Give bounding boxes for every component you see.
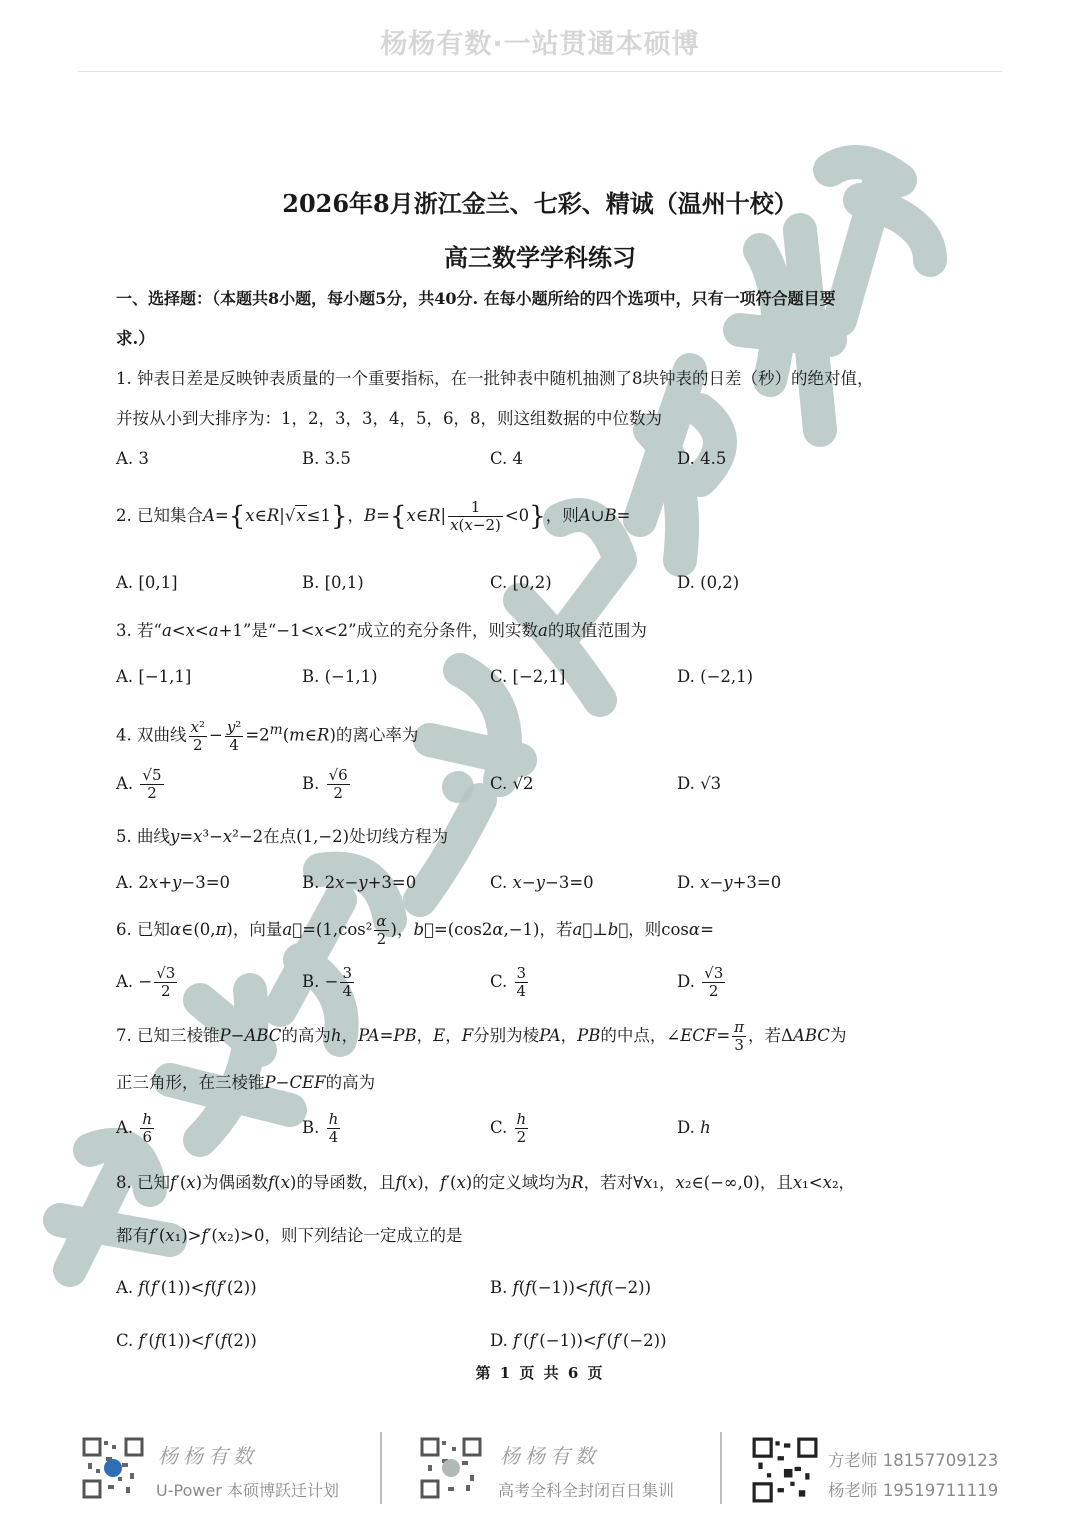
- q4-option-a: A. $\frac{√5}{2}$: [116, 766, 162, 802]
- q2-option-b: B. [0,1): [302, 573, 364, 592]
- watermark-text: 杨杨有数·数学集训营: [0, 0, 10, 1]
- q7-part3: 分别为棱: [473, 1026, 540, 1045]
- q8-part4: 的定义域均为: [472, 1173, 572, 1192]
- footer-divider-1: [380, 1432, 382, 1504]
- q3-option-c: C. [−2,1]: [490, 667, 566, 686]
- qr-code-icon: [82, 1437, 144, 1499]
- q3-mid: ”是“: [242, 621, 277, 640]
- q8-text-a: 8. 已知f′(x)为偶函数f(x)的导函数，且f(x)，f′(x)的定义域均为R，若对∀x₁，x₂∈(−∞,0)，且x₁<x₂，: [116, 1173, 856, 1192]
- q6-text: 6. 已知α∈(0,π)，向量a⃗=(1,cos² $\frac{\alpha}{2}$ )，b⃗=(cos2α,−1)，若a⃗⊥b⃗，则cosα=: [116, 912, 714, 948]
- q3-option-b: B. (−1,1): [302, 667, 378, 686]
- q5-text: 5. 曲线y=x³−x²−2在点(1,−2)处切线方程为: [116, 827, 449, 846]
- q8-part3: 的导函数，且: [296, 1173, 396, 1192]
- q4-option-b: B. $\frac{√6}{2}$: [302, 766, 348, 802]
- q7-part4: 的中点，: [600, 1026, 667, 1045]
- q6-mid: ，向量: [232, 920, 283, 939]
- q5-option-c: C. x−y−3=0: [490, 873, 594, 892]
- q7-option-d: D. h: [677, 1118, 711, 1137]
- q8-part5: ，若对: [583, 1173, 634, 1192]
- q2-option-a: A. [0,1]: [116, 573, 178, 592]
- exam-title: 2026年8月浙江金兰、七彩、精诚（温州十校）: [282, 189, 798, 218]
- q4-tail: 的离心率为: [335, 725, 419, 745]
- q2-option-d: D. (0,2): [677, 573, 740, 592]
- q1-text-a: 1. 钟表日差是反映钟表质量的一个重要指标，在一批钟表中随机抽测了8块钟表的日差（秒）的绝对值，: [116, 369, 874, 388]
- q8-part2: 为偶函数: [202, 1173, 269, 1192]
- q8-option-c: C. f′(f(1))<f′(f(2)): [116, 1331, 257, 1350]
- q8-text-b: 都有f′(x₁)>f′(x₂)>0，则下列结论一定成立的是: [116, 1226, 463, 1245]
- q1-option-a: A. 3: [116, 449, 149, 468]
- footer-plan-b: 高考全科全封闭百日集训: [498, 1481, 675, 1500]
- q7-part5: ，若: [748, 1026, 782, 1045]
- q6-option-c: C. $\frac{3}{4}$: [490, 964, 527, 1000]
- page-number: 第 1 页 共 6 页: [475, 1364, 605, 1382]
- q8-lead: 8. 已知: [116, 1173, 170, 1192]
- q7-lead: 7. 已知三棱锥: [116, 1026, 220, 1045]
- footer-brand-a: 杨杨有数: [158, 1444, 258, 1468]
- q6-end: ，则: [628, 920, 662, 939]
- q4-option-d: D. √3: [677, 774, 722, 793]
- q7-option-a: A. $\frac{h}{6}$: [116, 1110, 153, 1146]
- q2-lead: 2. 已知集合: [116, 506, 203, 525]
- header-brand: 杨杨有数·一站贯通本硕博: [380, 29, 700, 60]
- q6-tail: ，若: [539, 920, 573, 939]
- wechat-qr-icon: [752, 1437, 818, 1503]
- exam-subtitle: 高三数学学科练习: [444, 243, 636, 272]
- q3-lead: 3. 若“: [116, 621, 162, 640]
- q1-option-c: C. 4: [490, 449, 524, 468]
- q8-option-b: B. f(f(−1))<f(f(−2)): [490, 1278, 652, 1297]
- q7-text-b: 正三角形，在三棱锥P−CEF的高为: [116, 1073, 376, 1092]
- footer-divider-2: [720, 1432, 722, 1504]
- contact-yang: 杨老师 19519711119: [828, 1481, 999, 1500]
- q2-tail: ，则: [545, 506, 579, 525]
- q6-option-a: A. − $\frac{√3}{2}$: [116, 964, 176, 1000]
- q7-part6: 为: [829, 1026, 847, 1045]
- q8-part6: ，且: [759, 1173, 793, 1192]
- q3-end: 的取值范围为: [547, 621, 647, 640]
- q3-text: 3. 若“a<x<a+1”是“−1<x<2”成立的充分条件，则实数a的取值范围为: [116, 621, 647, 640]
- qr-code-icon-2: [420, 1437, 482, 1499]
- q5-lead: 5. 曲线: [116, 827, 170, 846]
- q1-option-b: B. 3.5: [302, 449, 351, 468]
- q7-text-a: 7. 已知三棱锥P−ABC的高为h，PA=PB，E，F分别为棱PA，PB的中点，∠ECF= $\frac{\pi}{3}$ ，若ΔABC为: [116, 1018, 847, 1054]
- q6-option-b: B. − $\frac{3}{4}$: [302, 964, 352, 1000]
- q6-lead: 6. 已知: [116, 920, 170, 939]
- q5-option-b: B. 2x−y+3=0: [302, 873, 417, 892]
- q8-cont: 都有: [116, 1226, 149, 1245]
- q8-cont2: ，则下列结论一定成立的是: [264, 1226, 463, 1245]
- q7-part2: 的高为: [281, 1026, 331, 1045]
- q3-tail: ”成立的充分条件，则实数: [348, 621, 539, 640]
- q3-option-a: A. [−1,1]: [116, 667, 192, 686]
- q7-cont2: 的高为: [325, 1073, 376, 1092]
- footer-plan-a: U-Power 本硕博跃迁计划: [156, 1481, 339, 1500]
- footer-brand-b: 杨杨有数: [500, 1444, 600, 1468]
- section-heading: 一、选择题：（本题共8小题，每小题5分，共40分. 在每小题所给的四个选项中，只有一项符合题目要: [116, 289, 836, 308]
- q5-mid: 在点(1,−2)处切线方程为: [263, 827, 449, 846]
- q4-text: 4. 双曲线 $\frac{\text{x²}}{2}$ − $\frac{\text{y²}}{4}$ $=2^m(m\in R)$的离心率为: [116, 717, 419, 754]
- contact-fang: 方老师 18157709123: [828, 1451, 999, 1470]
- q8-option-a: A. f(f′(1))<f(f′(2)): [116, 1278, 257, 1297]
- q5-option-d: D. x−y+3=0: [677, 873, 782, 892]
- q7-option-c: C. $\frac{h}{2}$: [490, 1110, 527, 1146]
- q1-option-d: D. 4.5: [677, 449, 727, 468]
- q8-option-d: D. f′(f′(−1))<f′(f′(−2)): [490, 1331, 667, 1350]
- section-heading-cont: 求.）: [116, 329, 155, 348]
- q4-option-c: C. √2: [490, 774, 534, 793]
- header-divider: [78, 71, 1002, 72]
- q2-option-c: C. [0,2): [490, 573, 552, 592]
- q5-option-a: A. 2x+y−3=0: [116, 873, 231, 892]
- q3-option-d: D. (−2,1): [677, 667, 754, 686]
- q2-text: 2. 已知集合A={x∈R|√x≤1}，B={x∈R| $\frac{1}{x(x-2)}$ <0}，则A∪B=: [116, 498, 631, 534]
- q1-text-b: 并按从小到大排序为：1，2，3，3，4，5，6，8，则这组数据的中位数为: [116, 409, 662, 428]
- q7-cont: 正三角形，在三棱锥: [116, 1073, 265, 1092]
- q7-option-b: B. $\frac{h}{4}$: [302, 1110, 339, 1146]
- q6-option-d: D. $\frac{√3}{2}$: [677, 964, 724, 1000]
- q4-lead: 4. 双曲线: [116, 725, 187, 745]
